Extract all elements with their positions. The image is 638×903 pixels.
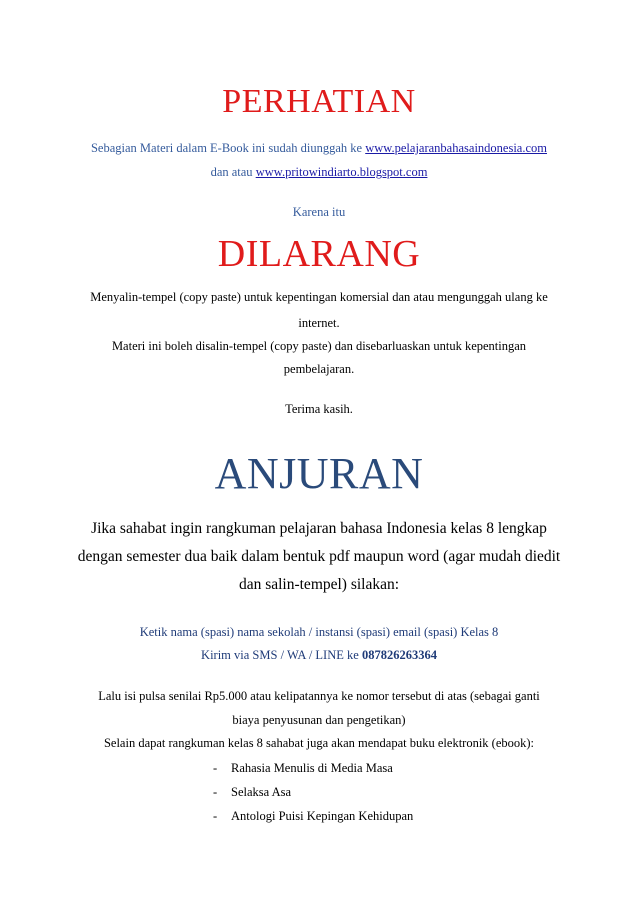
phone-number: 087826263364 [361,648,437,662]
dilarang-line-1: Menyalin-tempel (copy paste) untuk kepentingan komersial dan atau mengunggah ulang ke [90,290,548,304]
list-item [213,780,413,804]
list-bullet: - [213,808,218,823]
perhatian-line-2 [0,165,638,180]
lalu-line-2: biaya penyusunan dan pengetikan) [232,713,406,727]
ebook-list [213,756,413,828]
kirim-text: Kirim via SMS / WA / LINE ke [201,648,362,662]
anjuran-paragraph-line-2: dengan semester dua baik dalam bentuk pdf maupun word (agar mudah diedit [77,548,561,565]
dilarang-line-3: Materi ini boleh disalin-tempel (copy paste) dan disebarluaskan untuk kepentingan [111,339,527,353]
perhatian-line-2-text: dan atau [210,165,256,179]
book-title: Selaksa Asa [231,784,292,799]
dilarang-title: DILARANG [217,233,421,275]
selain-text: Selain dapat rangkuman kelas 8 sahabat juga akan mendapat buku elektronik (ebook): [103,736,535,750]
dilarang-line-2: internet. [298,316,340,330]
list-item [213,804,413,828]
blogspot-link[interactable]: www.pritowindiarto.blogspot.com [255,165,428,179]
book-title: Rahasia Menulis di Media Masa [231,760,393,775]
perhatian-title: PERHATIAN [222,83,416,120]
anjuran-paragraph-line-3: dan salin-tempel) silakan: [238,576,400,593]
anjuran-paragraph-line-1: Jika sahabat ingin rangkuman pelajaran bahasa Indonesia kelas 8 lengkap [91,520,547,537]
ketik-instruction: Ketik nama (spasi) nama sekolah / instansi (spasi) email (spasi) Kelas 8 [139,625,499,639]
karena-itu-text: Karena itu [292,205,346,219]
perhatian-line-1 [0,141,638,156]
list-bullet: - [213,760,218,775]
pelajaran-website-link[interactable]: www.pelajaranbahasaindonesia.com [365,141,547,155]
list-bullet: - [213,784,218,799]
anjuran-title: ANJURAN [214,449,424,498]
terima-kasih-text: Terima kasih. [285,402,353,416]
lalu-line-1: Lalu isi pulsa senilai Rp5.000 atau kelipatannya ke nomor tersebut di atas (sebagai ganti [98,689,540,703]
book-title: Antologi Puisi Kepingan Kehidupan [231,808,414,823]
kirim-instruction [0,648,638,663]
perhatian-line-1-text: Sebagian Materi dalam E-Book ini sudah diunggah ke [90,141,366,155]
dilarang-line-4: pembelajaran. [283,362,355,376]
list-item [213,756,413,780]
